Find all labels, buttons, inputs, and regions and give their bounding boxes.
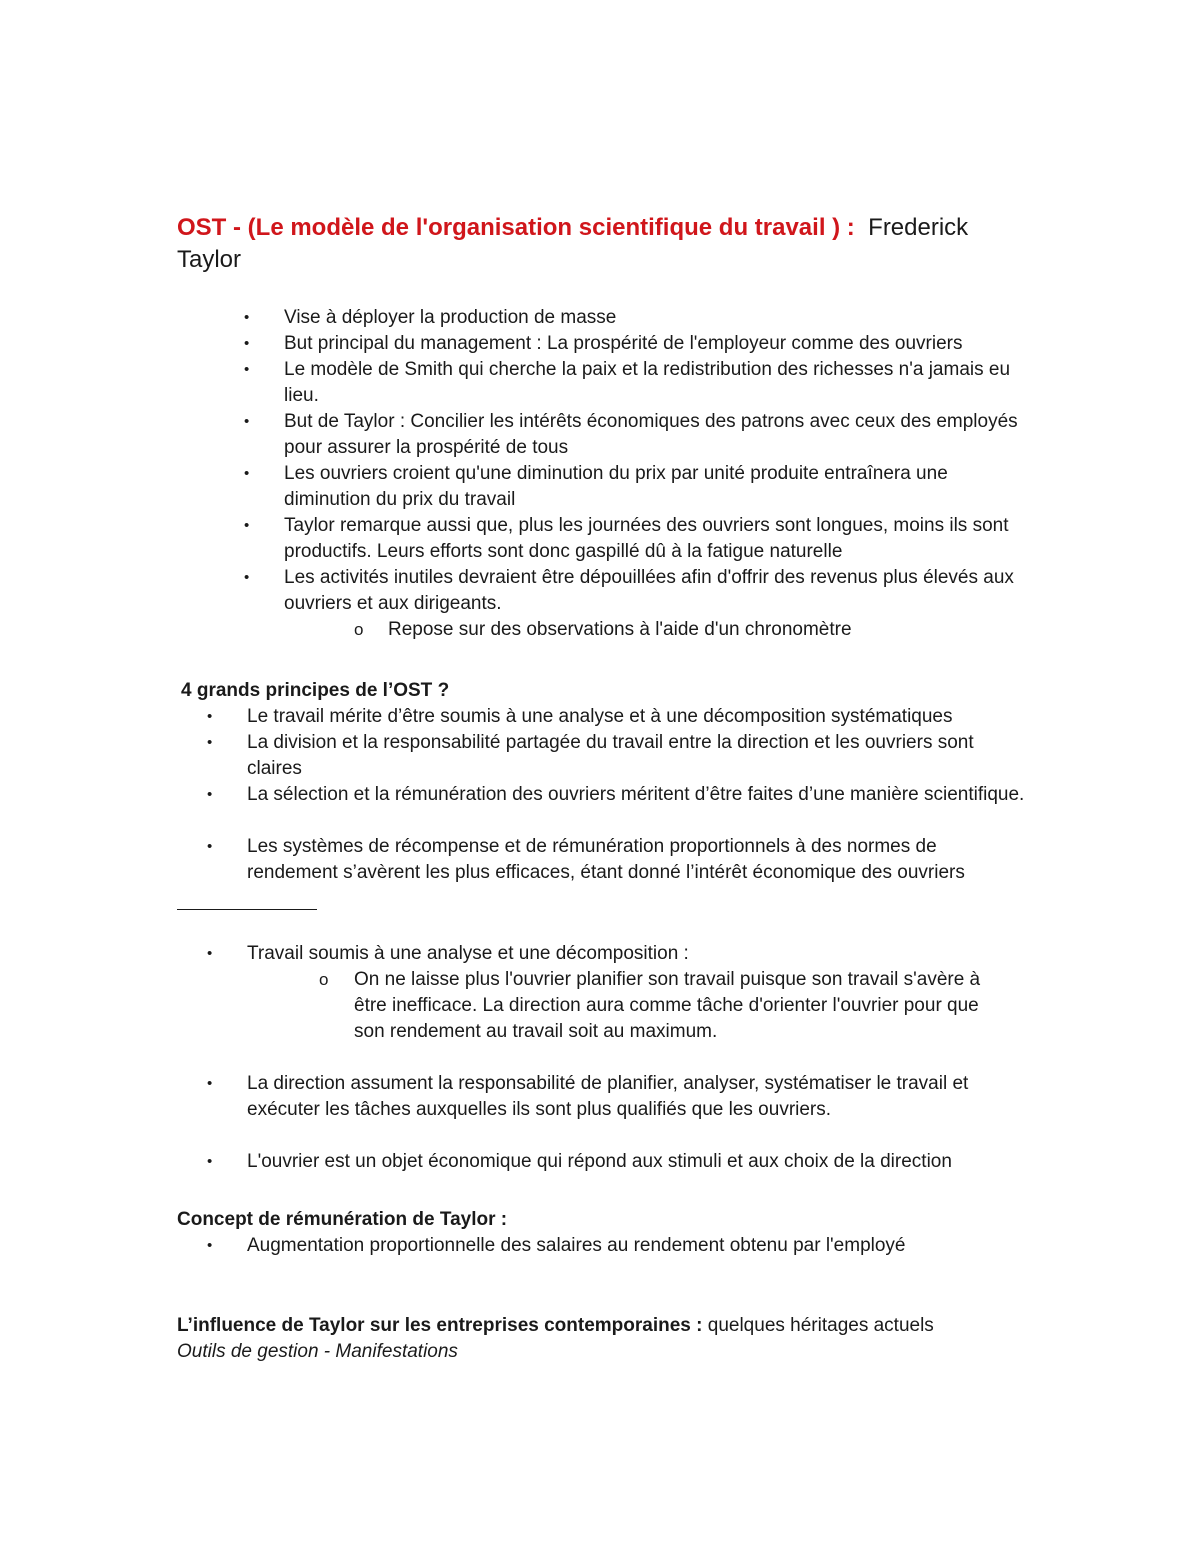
section-4-heading: Concept de rémunération de Taylor : [177,1209,508,1230]
title-red-part: OST - (Le modèle de l'organisation scientifique du travail ) : [177,214,855,241]
list-item: • Le modèle de Smith qui cherche la paix et la redistribution des richesses n'a jamais eu lieu. [244,359,1011,406]
sub-list-item: o Repose sur des observations à l'aide d'un chronomètre [244,617,1024,643]
list-item: • La direction assument la responsabilité de planifier, analyser, systématiser le travail et exécuter les tâches auxquelles ils sont plus qualifiés que les ouvriers. [207,1073,969,1120]
list-item: • Vise à déployer la production de masse [244,305,1024,331]
list-item: • Augmentation proportionnelle des salaires au rendement obtenu par l'employé [207,1233,1027,1259]
sub-bullet: o [319,970,329,989]
section-1-list [244,305,1024,643]
sub-list-item: o On ne laisse plus l'ouvrier planifier son travail puisque son travail s'avère à être inefficace. La direction aura comme tâche d'orienter l'ouvrier pour que son rendement au travail soit au maximum. [319,969,981,1042]
list-item: • Les ouvriers croient qu'une diminution du prix par unité produite entraînera une diminution du prix du travail [244,463,948,510]
bullet: • [244,569,250,586]
bullet: • [244,465,250,482]
bullet: • [244,517,250,534]
section-5-heading-rest: quelques héritages actuels [702,1315,934,1336]
bullet: • [244,361,250,378]
list-item: • L'ouvrier est un objet économique qui répond aux stimuli et aux choix de la direction [207,1149,1027,1175]
bullet: • [244,335,250,352]
bullet: • [207,708,213,725]
bullet: • [207,1237,213,1254]
section-5-italic-line: Outils de gestion - Manifestations [177,1341,458,1362]
list-item: • Taylor remarque aussi que, plus les journées des ouvriers sont longues, moins ils sont productifs. Leurs efforts sont donc gaspillé dû à la fatigue naturelle [244,515,1009,562]
bullet: • [207,838,213,855]
list-item: • Les activités inutiles devraient être dépouillées afin d'offrir des revenus plus élevés aux ouvriers et aux dirigeants. [244,567,1014,614]
list-item: • La division et la responsabilité partagée du travail entre la direction et les ouvriers sont claires [207,732,974,779]
bullet: • [244,309,250,326]
bullet: • [207,945,213,962]
bullet: • [244,413,250,430]
bullet: • [207,1153,213,1170]
list-item: • La sélection et la rémunération des ouvriers méritent d’être faites d’une manière scientifique. [207,782,1027,834]
bullet: • [207,1075,213,1092]
list-item: • Les systèmes de récompense et de rémunération proportionnels à des normes de rendement s’avèrent les plus efficaces, étant donné l’intérêt économique des ouvriers [207,836,965,883]
list-item: • Le travail mérite d’être soumis à une analyse et à une décomposition systématiques [207,704,1027,730]
section-2-list [207,704,1027,886]
bullet: • [207,734,213,751]
section-2-heading: 4 grands principes de l’OST ? [181,680,450,701]
section-4-list [207,1233,1027,1259]
list-item: • But de Taylor : Concilier les intérêts économiques des patrons avec ceux des employés pour assurer la prospérité de tous [244,411,1018,458]
list-item: • But principal du management : La prospérité de l'employeur comme des ouvriers [244,331,1024,357]
section-3-list [207,941,1027,1175]
list-item: • Travail soumis à une analyse et une décomposition : [207,941,1027,967]
title-author: Frederick Taylor [177,214,969,273]
sub-bullet: o [354,620,364,639]
horizontal-divider [177,909,317,910]
section-5-heading [177,1313,1037,1339]
page-title [177,212,1037,276]
section-5-heading-bold: L’influence de Taylor sur les entreprises contemporaines : [177,1315,703,1336]
bullet: • [207,786,213,803]
